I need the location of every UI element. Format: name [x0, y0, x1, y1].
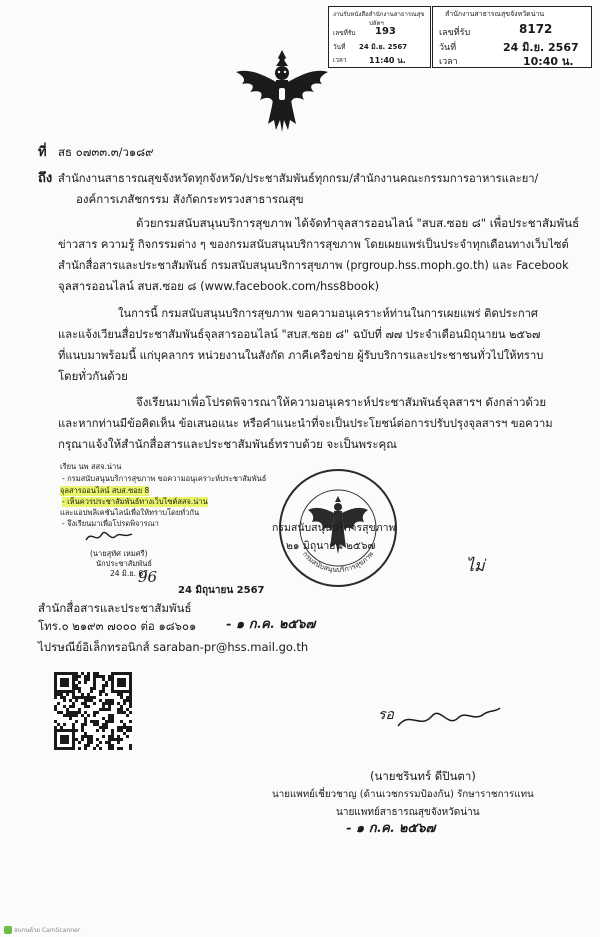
- stamp-date-value: 24 มิ.ย. 2567: [359, 43, 408, 51]
- memo-line: และแอปพลิเคชันไลน์เพื่อให้ทราบโดยทั่วกัน: [60, 508, 200, 517]
- paragraph-2-line: ที่แนบมาพร้อมนี้ แก่บุคลากร หน่วยงานในสังกัด ภาคีเครือข่าย ผู้รับบริการและประชาชนทั่วไปให้ทราบ: [58, 349, 544, 362]
- scanner-watermark: สแกนด้วย CamScanner: [14, 927, 81, 934]
- signature-icon: [392, 700, 502, 736]
- signoff-date: - ๑ ก.ค. ๒๕๖๗: [346, 821, 436, 836]
- to-line-1: สำนักงานสาธารณสุขจังหวัดทุกจังหวัด/ประชาสัมพันธ์ทุกกรม/สำนักงานคณะกรรมการอาหารและยา/: [58, 172, 539, 185]
- ref-number: สธ ๐๗๓๓.๓/ว๑๘๙: [58, 145, 154, 159]
- stamp-time-value: 10:40 น.: [523, 55, 574, 68]
- garuda-emblem-icon: [232, 46, 332, 136]
- paragraph-2-line: และแจ้งเวียนสื่อประชาสัมพันธ์จุลสารออนไลน์ "สบส.ซอย ๘" ฉบับที่ ๗๗ ประจำเดือนมิถุนายน ๒๕๖๗: [58, 328, 541, 341]
- stamp-no-label: เลขที่รับ: [333, 29, 356, 37]
- stamp-time-value: 11:40 น.: [369, 56, 406, 65]
- memo-line: เรียน นพ สสจ.น่าน: [60, 462, 122, 471]
- stamp-date-label: วันที่: [333, 43, 346, 51]
- memo-date: 24 มิ.ย. 67: [110, 569, 148, 578]
- sender-email: ไปรษณีย์อิเล็กทรอนิกส์ saraban-pr@hss.mail.go.th: [38, 640, 309, 654]
- seal-overlay-date: ๒๑ มิถุนายน ๒๕๖๗: [286, 540, 376, 552]
- handwritten-mark-mid: 96: [138, 568, 158, 586]
- signoff-line-2: นายแพทย์สาธารณสุขจังหวัดน่าน: [336, 807, 480, 818]
- scanner-logo-icon: [4, 926, 12, 934]
- received-stamp-left: [328, 6, 431, 68]
- handwritten-mark-right: ไม่: [466, 556, 485, 575]
- stamp-header: สำนักงานสาธารณสุขจังหวัดน่าน: [445, 10, 545, 18]
- stamp-header: งานรับหนังสือสำนักงานสาธารณสุข: [333, 11, 425, 18]
- paragraph-1-line: จุลสารออนไลน์ สบส.ซอย ๘ (www.facebook.com/hss8book): [58, 279, 380, 293]
- signoff-name: (นายชรินทร์ ดีปินตา): [370, 769, 476, 783]
- signoff-initials: รอ: [378, 707, 394, 723]
- memo-line: - กรมสนับสนุนบริการสุขภาพ ขอความอนุเคราะห์ประชาสัมพันธ์: [62, 474, 267, 483]
- received-stamp-right: [432, 6, 592, 68]
- memo-signature-icon: [84, 528, 134, 546]
- paragraph-2-line: ในการนี้ กรมสนับสนุนบริการสุขภาพ ขอความอนุเคราะห์ท่านในการเผยแพร่ ติดประกาศ: [118, 307, 538, 320]
- memo-line: - จึงเรียนมาเพื่อโปรดพิจารณา: [62, 519, 159, 528]
- stamp-date: 24 มิถุนายน 2567: [178, 585, 265, 596]
- memo-name: (นายสุทัศ เหมศรี): [90, 549, 148, 558]
- ref-label: ที่: [38, 145, 47, 160]
- seal-overlay-line: กรมสนับสนุนบริการสุขภาพ: [272, 522, 396, 534]
- paragraph-2-line: โดยทั่วกันด้วย: [58, 369, 128, 383]
- qr-code-icon: [54, 672, 132, 750]
- stamp-time-label: เวลา: [439, 57, 458, 67]
- paragraph-3-line: กรุณาแจ้งให้สำนักสื่อสารและประชาสัมพันธ์ทราบด้วย จะเป็นพระคุณ: [58, 437, 397, 451]
- stamp-no-label: เลขที่รับ: [439, 28, 471, 38]
- paragraph-1-line: ด้วยกรมสนับสนุนบริการสุขภาพ ได้จัดทำจุลสารออนไลน์ "สบส.ซอย ๘" เพื่อประชาสัมพันธ์: [136, 216, 580, 230]
- stamp-subheader: ปลัดฯ: [369, 20, 384, 27]
- stamp-no-value: 8172: [519, 22, 553, 36]
- seal-ring-text: กรมสนับสนุนบริการสุขภาพ: [300, 550, 376, 575]
- stamp-no-value: 193: [375, 26, 396, 37]
- memo-line-highlighted: - เห็นควรประชาสัมพันธ์ทางเว็บไซต์สสจ.น่าน: [62, 497, 208, 506]
- stamp-date-label: วันที่: [439, 43, 457, 53]
- paragraph-1-line: ข่าวสาร ความรู้ กิจกรรมต่าง ๆ ของกรมสนับสนุนบริการสุขภาพ โดยเผยแพร่เป็นประจำทุกเดือนทางเว็บไซต์: [58, 238, 569, 251]
- paragraph-3-line: จึงเรียนมาเพื่อโปรดพิจารณาให้ความอนุเคราะห์ประชาสัมพันธ์จุลสารฯ ดังกล่าวด้วย: [136, 395, 547, 409]
- memo-position: นักประชาสัมพันธ์: [96, 559, 152, 568]
- to-line-2: องค์การเภสัชกรรม สังกัดกระทรวงสาธารณสุข: [76, 192, 304, 206]
- sender-phone: โทร.๐ ๒๑๙๓ ๗๐๐๐ ต่อ ๑๘๖๐๑: [38, 619, 197, 633]
- paragraph-1-line: สำนักสื่อสารและประชาสัมพันธ์ กรมสนับสนุนบริการสุขภาพ (prgroup.hss.moph.go.th) และ Facebook: [58, 259, 569, 272]
- paragraph-3-line: และหากท่านมีข้อคิดเห็น ข้อเสนอแนะ หรือคำแนะนำที่จะเป็นประโยชน์ต่อการปรับปรุงจุลสารฯ ขอความ: [58, 417, 553, 430]
- stamp-date-value: 24 มิ.ย. 2567: [503, 41, 579, 54]
- to-label: ถึง: [38, 171, 53, 186]
- stamp-time-label: เวลา: [333, 56, 347, 64]
- memo-line-highlighted: จุลสารออนไลน์ สบส.ซอย 8: [60, 486, 150, 495]
- sender-office: สำนักสื่อสารและประชาสัมพันธ์: [38, 601, 192, 615]
- signoff-line-1: นายแพทย์เชี่ยวชาญ (ด้านเวชกรรมป้องกัน) รักษาราชการแทน: [272, 789, 534, 800]
- sender-annotation: - ๑ ก.ค. ๒๕๖๗: [226, 617, 316, 632]
